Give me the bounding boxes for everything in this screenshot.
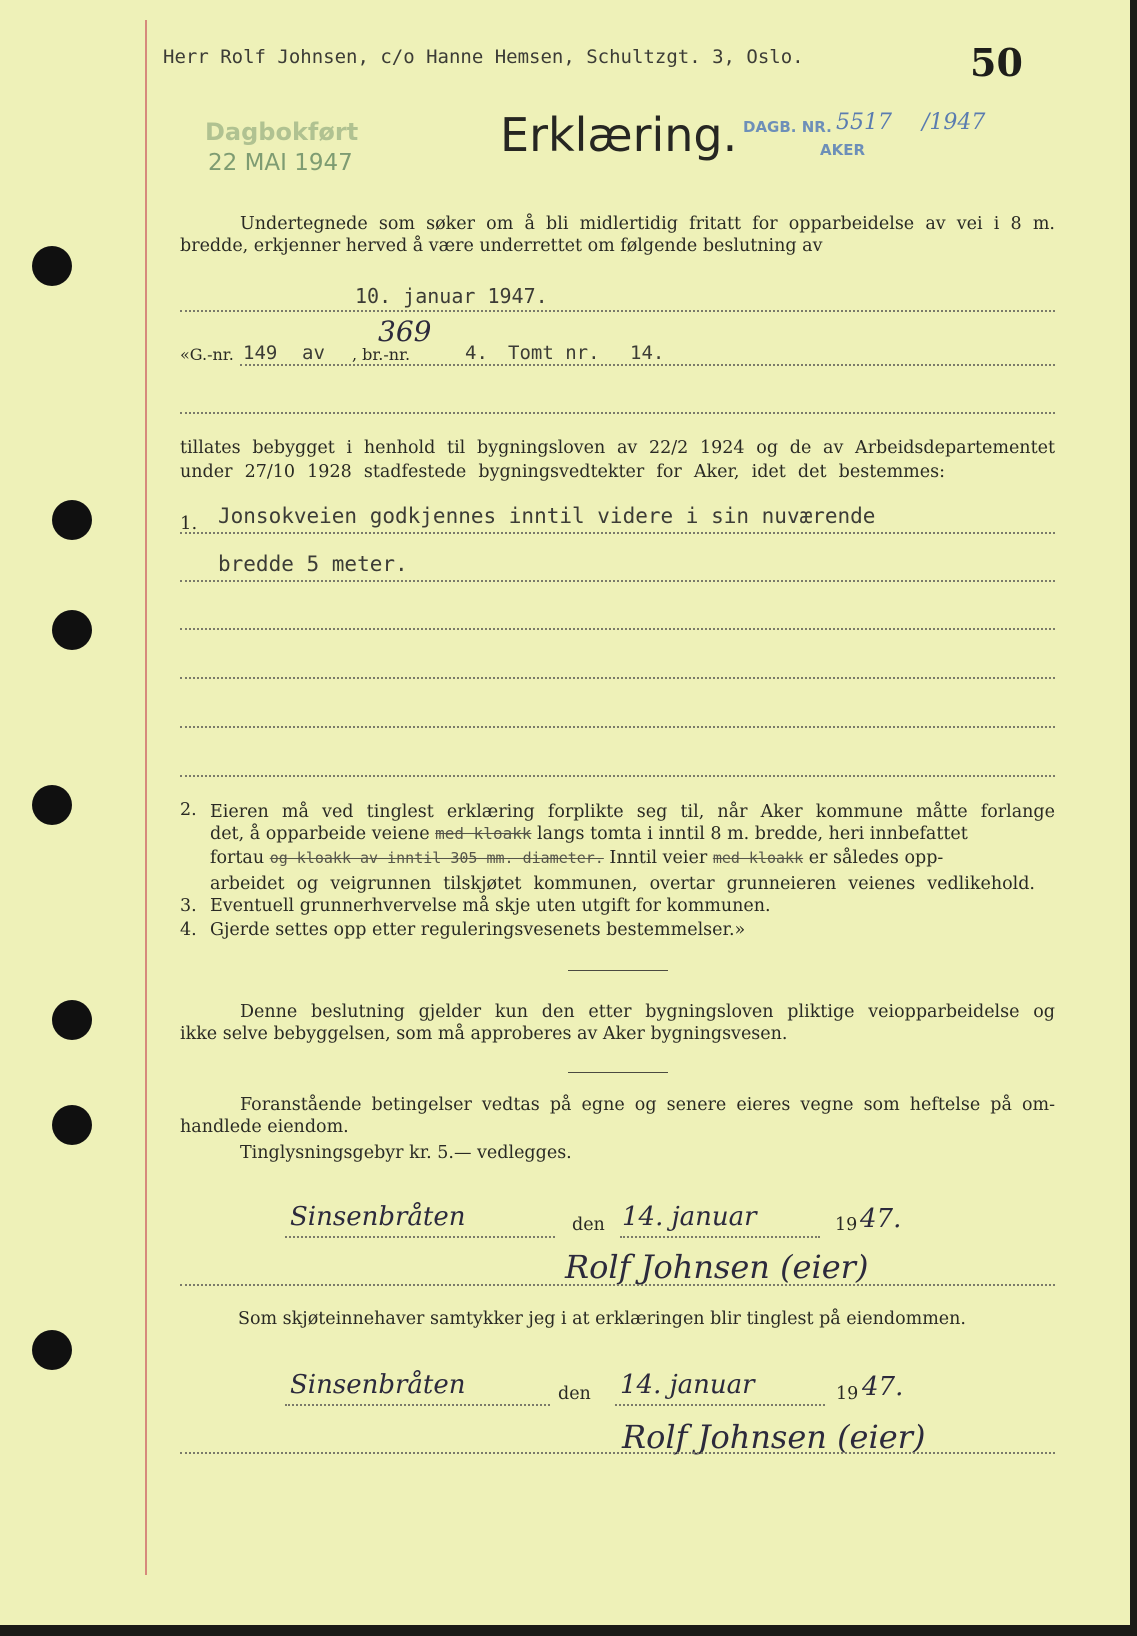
punch-hole	[32, 1330, 72, 1370]
condition-2-line-1: Eieren må ved tinglest erklæring forplikte seg til, når Aker kommune måtte forlange	[210, 802, 1055, 822]
struck-text: med kloakk	[435, 824, 532, 843]
dotted-line	[180, 580, 1055, 582]
condition-2-number: 2.	[180, 800, 197, 820]
dotted-line	[180, 1284, 1055, 1286]
condition-1-line-1: Jonsokveien godkjennes inntil videre i sin nuværende	[218, 504, 876, 528]
dotted-line	[285, 1236, 555, 1238]
den-label: den	[572, 1215, 605, 1235]
dotted-line	[180, 1452, 1055, 1454]
dotted-line	[180, 628, 1055, 630]
intro-line-1: Undertegnede som søker om å bli midlertidig fritatt for opparbeidelse av vei i 8 m.	[240, 214, 1055, 234]
journal-place: AKER	[820, 141, 866, 159]
struck-text: med kloakk	[712, 849, 804, 867]
bnr-label: , br.-nr.	[352, 345, 411, 364]
den-label: den	[558, 1384, 591, 1404]
stamp-date: 22 MAI 1947	[208, 150, 353, 176]
separator	[568, 1072, 668, 1073]
punch-hole	[32, 246, 72, 286]
condition-text: er således opp-	[808, 848, 944, 868]
punch-hole	[52, 610, 92, 650]
signature-date: 14. januar	[622, 1202, 757, 1232]
condition-text: det, å opparbeide veiene	[210, 824, 430, 844]
intro-line-2: bredde, erkjenner herved å være underrettet om følgende beslutning av	[180, 236, 823, 256]
condition-4-number: 4.	[180, 920, 197, 940]
permission-line-2: under 27/10 1928 stadfestede bygningsvedtekter for Aker, idet det bestemmes:	[180, 462, 945, 482]
journal-number: 5517	[836, 110, 892, 135]
condition-1-number: 1.	[180, 513, 198, 534]
signature-name: Rolf Johnsen (eier)	[565, 1248, 869, 1286]
decision-date: 10. januar 1947.	[355, 284, 548, 308]
condition-1-line-2: bredde 5 meter.	[218, 552, 408, 576]
stamp-word: Dagbokført	[205, 118, 359, 146]
av-value: 369	[378, 315, 432, 348]
year-suffix: 47.	[860, 1204, 902, 1234]
punch-hole	[52, 500, 92, 540]
page-number: 50	[970, 40, 1023, 85]
journal-year: /1947	[922, 110, 986, 135]
year-prefix: 19	[835, 1215, 858, 1235]
year-prefix: 19	[836, 1384, 859, 1404]
gnr-value: 149	[243, 342, 278, 364]
signature-name: Rolf Johnsen (eier)	[622, 1418, 926, 1456]
permission-line-1: tillates bebygget i henhold til bygningsloven av 22/2 1924 og de av Arbeidsdepartementet	[180, 438, 1055, 458]
tomt-label: Tomt nr.	[508, 342, 600, 364]
obligation-line-2: handlede eiendom.	[180, 1117, 349, 1137]
condition-text: langs tomta i inntil 8 m. bredde, heri innbefattet	[537, 824, 968, 844]
consent-line: Som skjøteinnehaver samtykker jeg i at erklæringen blir tinglest på eiendommen.	[238, 1309, 966, 1329]
condition-3-text: Eventuell grunnerhvervelse må skje uten utgift for kommunen.	[210, 896, 771, 916]
gnr-label: «G.-nr.	[180, 345, 234, 364]
page-title: Erklæring.	[500, 108, 738, 162]
av-label: av	[302, 342, 325, 364]
dotted-line	[180, 775, 1055, 777]
note-line-2: ikke selve bebyggelsen, som må approberes av Aker bygningsvesen.	[180, 1024, 788, 1044]
fee-line: Tinglysningsgebyr kr. 5.— vedlegges.	[240, 1143, 572, 1163]
separator	[568, 970, 668, 971]
dotted-line	[240, 364, 1055, 366]
address-line: Herr Rolf Johnsen, c/o Hanne Hemsen, Schultzgt. 3, Oslo.	[163, 46, 804, 68]
obligation-line-1: Foranstående betingelser vedtas på egne og senere eieres vegne som heftelse på om-	[240, 1095, 1055, 1115]
dotted-line	[180, 412, 1055, 414]
journal-label: DAGB. NR.	[743, 118, 832, 136]
condition-2-line-2	[210, 824, 968, 844]
dotted-line	[180, 726, 1055, 728]
dotted-line	[180, 677, 1055, 679]
note-line-1: Denne beslutning gjelder kun den etter bygningsloven pliktige veiopparbeidelse og	[240, 1002, 1055, 1022]
punch-hole	[52, 1000, 92, 1040]
condition-4-text: Gjerde settes opp etter reguleringsvesenets bestemmelser.»	[210, 920, 746, 940]
punch-hole	[32, 785, 72, 825]
dotted-line	[620, 1236, 820, 1238]
year-suffix: 47.	[862, 1372, 904, 1402]
condition-2-line-3	[210, 848, 943, 868]
signature-place: Sinsenbråten	[290, 1202, 466, 1232]
condition-text: Inntil veier	[609, 848, 708, 868]
condition-3-number: 3.	[180, 896, 197, 916]
struck-text: og kloakk av inntil 305 mm. diameter.	[269, 849, 604, 867]
dotted-line	[615, 1404, 825, 1406]
signature-date: 14. januar	[620, 1370, 755, 1400]
tomt-value: 14.	[630, 342, 665, 364]
signature-place: Sinsenbråten	[290, 1370, 466, 1400]
dotted-line	[180, 310, 1055, 312]
condition-text: fortau	[210, 848, 265, 868]
punch-hole	[52, 1105, 92, 1145]
bnr-value: 4.	[465, 342, 488, 364]
margin-line	[145, 20, 147, 1575]
condition-2-line-4: arbeidet og veigrunnen tilskjøtet kommunen, overtar grunneieren veienes vedlikehold.	[210, 874, 1035, 894]
dotted-line	[285, 1404, 550, 1406]
dotted-line	[180, 532, 1055, 534]
